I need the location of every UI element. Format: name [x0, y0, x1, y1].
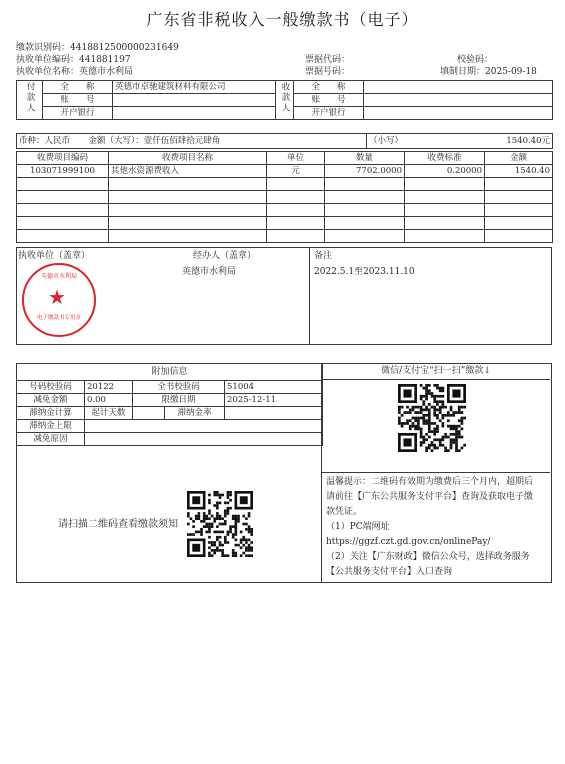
payer-label: 付款人 — [17, 81, 43, 120]
payer-name: 英德市卓驰建筑材料有限公司 — [113, 81, 276, 94]
remark-label: 备注 — [314, 251, 333, 261]
payee-account — [364, 94, 553, 107]
items-header — [17, 152, 553, 165]
pay-tips — [326, 475, 548, 580]
table-row — [17, 191, 553, 204]
official-seal — [22, 263, 96, 337]
table-row — [17, 217, 553, 230]
late-rate-label: 滞纳金率 — [165, 407, 225, 420]
ticket-number: 票据号码： — [305, 67, 351, 77]
number-check-label: 号码校验码 — [17, 381, 85, 394]
unit-code: 执收单位编码：441881197 — [16, 55, 131, 65]
header-unit: 单位 — [267, 152, 325, 165]
table-row — [17, 204, 553, 217]
currency: 币种：人民币 — [17, 134, 87, 149]
payment-id: 缴款识别码：4418812500000231649 — [16, 43, 179, 53]
remark-value: 2022.5.1至2023.11.10 — [314, 267, 415, 277]
payee-name-label: 全 称 — [294, 81, 364, 94]
star-icon: ★ — [48, 285, 66, 309]
tip-line: （2）关注【广东财政】微信公众号，选择政务服务 — [326, 552, 530, 562]
check-code: 校验码： — [457, 55, 494, 65]
payer-name-label: 全 称 — [43, 81, 113, 94]
payee-account-label: 账 号 — [294, 94, 364, 107]
item-name: 其他水资源费收入 — [109, 165, 267, 178]
tip-line: （1）PC端网址 — [326, 522, 390, 532]
table-row — [17, 165, 553, 178]
full-check-value: 51004 — [225, 381, 323, 394]
pay-url-link[interactable]: https://ggzf.czt.gd.gov.cn/onlinePay/ — [326, 537, 491, 547]
tip-line: 请前往【广东公共服务支付平台】查询及获取电子缴 — [326, 492, 534, 502]
payee-bank-label: 开户银行 — [294, 107, 364, 120]
tip-line: 温馨提示：二维码有效期为缴费后三个月内，超期后 — [326, 477, 534, 487]
payee-bank — [364, 107, 553, 120]
amount-words: 金额（大写）：壹仟伍佰肆拾元肆角 — [87, 134, 367, 149]
tip-line: 【公共服务支付平台】入口查询 — [326, 567, 453, 577]
extra-table — [16, 363, 323, 446]
table-row — [17, 178, 553, 191]
pay-qr-code[interactable] — [398, 384, 466, 452]
item-code: 103071999100 — [17, 165, 109, 178]
agent-value: 英德市水利局 — [182, 267, 237, 277]
notice-qr-code[interactable] — [187, 491, 253, 557]
late-cap-label: 滞纳金上限 — [17, 420, 85, 433]
payer-bank-label: 开户银行 — [43, 107, 113, 120]
header-qty: 数量 — [325, 152, 405, 165]
full-check-label: 全书校验码 — [133, 381, 225, 394]
payer-payee-table — [16, 80, 553, 120]
reduce-reason-label: 减免原因 — [17, 433, 85, 446]
page-title: 广东省非税收入一般缴款书（电子） — [146, 10, 419, 29]
item-amount: 1540.40 — [485, 165, 553, 178]
payee-label: 收款人 — [276, 81, 294, 120]
late-rate-value — [225, 407, 323, 420]
due-date-label: 限缴日期 — [133, 394, 225, 407]
seal-text: 电子缴款书专用章 — [36, 315, 81, 321]
unit-name: 执收单位名称：英德市水利局 — [16, 67, 134, 77]
extra-title: 附加信息 — [17, 364, 323, 381]
payee-name — [364, 81, 553, 94]
late-days-value — [133, 407, 165, 420]
sign-block — [16, 247, 552, 345]
payer-account-label: 账 号 — [43, 94, 113, 107]
item-unit: 元 — [267, 165, 325, 178]
issuer-seal-label: 执收单位（盖章） — [18, 251, 91, 261]
table-row — [17, 230, 553, 243]
header-name: 收费项目名称 — [109, 152, 267, 165]
number-check-value: 20122 — [85, 381, 133, 394]
reduce-amount-label: 减免金额 — [17, 394, 85, 407]
scan-notice: 请扫描二维码查看缴款须知 — [58, 519, 178, 530]
items-table — [16, 151, 553, 243]
ticket-code: 票据代码： — [305, 55, 351, 65]
tip-line: 款凭证。 — [326, 507, 363, 517]
header-amount: 金额 — [485, 152, 553, 165]
amount-number: （小写） 1540.40元 — [367, 134, 553, 149]
reduce-amount-value: 0.00 — [85, 394, 133, 407]
late-fee-label: 滞纳金计算 — [17, 407, 85, 420]
late-cap-value — [85, 420, 323, 433]
item-qty: 7702.0000 — [325, 165, 405, 178]
due-date-value: 2025-12-11 — [225, 394, 323, 407]
header-rate: 收费标准 — [405, 152, 485, 165]
payer-account — [113, 94, 276, 107]
fill-date: 填制日期：2025-09-18 — [440, 67, 537, 77]
late-days-label: 起计天数 — [85, 407, 133, 420]
header-code: 收费项目编码 — [17, 152, 109, 165]
pay-title: 微信/支付宝“扫一扫”缴款↓ — [381, 366, 491, 376]
amount-row — [16, 133, 553, 149]
agent-label: 经办人（盖章） — [193, 251, 257, 261]
item-rate: 0.20000 — [405, 165, 485, 178]
reduce-reason-value — [85, 433, 323, 446]
seal-ring-text: 英德市水利局 — [40, 273, 77, 280]
payer-bank — [113, 107, 276, 120]
